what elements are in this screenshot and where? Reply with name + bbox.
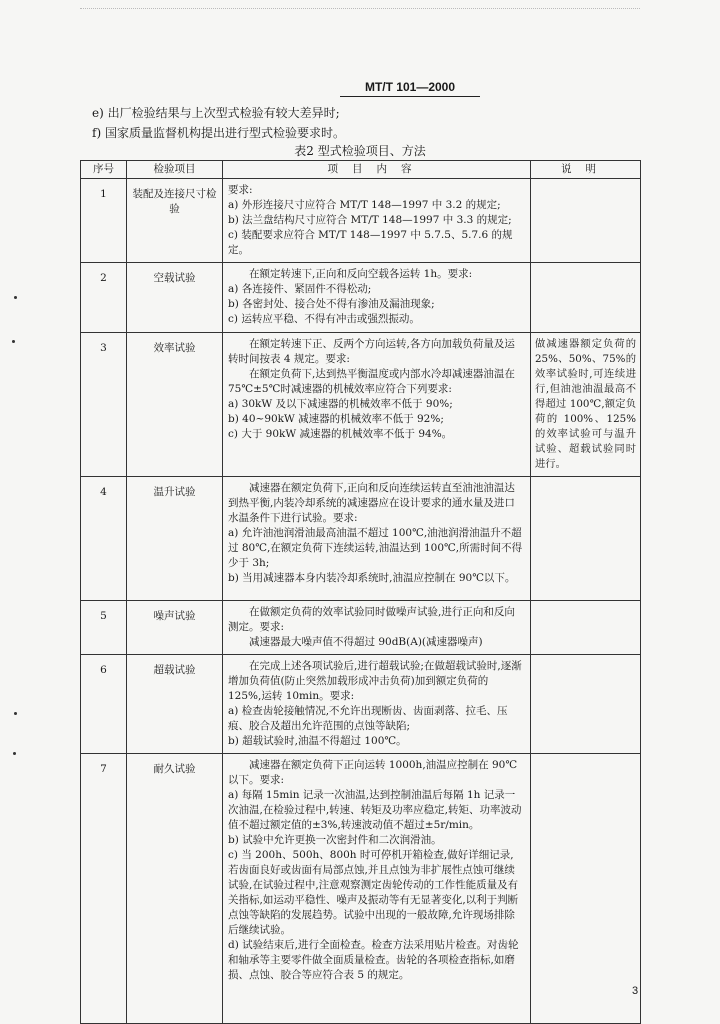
table-row — [81, 601, 641, 655]
item-note — [531, 655, 641, 754]
table-header-row — [81, 161, 641, 179]
row-number: 3 — [81, 333, 127, 477]
content-lead: 减速器在额定负荷下,正向和反向连续运转直至油池油温达到热平衡,内装冷却系统的减速器应在设计要求的通水量及进口水温条件下进行试验。要求: — [228, 482, 515, 524]
inspection-item: 噪声试验 — [127, 601, 223, 655]
item-content — [223, 263, 531, 333]
table-row — [81, 179, 641, 263]
inspection-item: 效率试验 — [127, 333, 223, 477]
scan-speck — [12, 340, 15, 343]
content-line: b) 试验中允许更换一次密封件和二次润滑油。 — [228, 834, 442, 846]
header-note — [531, 161, 641, 179]
content-lead: 在做额定负荷的效率试验同时做噪声试验,进行正向和反向测定。要求: — [228, 606, 515, 633]
table-row — [81, 754, 641, 1024]
item-content — [223, 754, 531, 1024]
content-line: d) 试验结束后,进行全面检查。检查方法采用贴片检查。对齿轮和轴承等主要零件做全面质量检查。齿轮的各项检查指标,如磨损、点蚀、胶合等应符合表 5 的规定。 — [228, 939, 519, 981]
row-number: 2 — [81, 263, 127, 333]
content-line: b) 超载试验时,油温不得超过 100℃。 — [228, 735, 407, 747]
standard-code-header: MT/T 101—2000 — [340, 80, 480, 97]
content-lead: 在完成上述各项试验后,进行超载试验;在做超载试验时,逐渐增加负荷值(防止突然加载形成冲击负荷)加到额定负荷的 125%,运转 10min。要求: — [228, 660, 522, 702]
inspection-item: 超载试验 — [127, 655, 223, 754]
content-line: b) 40~90kW 减速器的机械效率不低于 92%; — [228, 413, 444, 425]
content-lead-2: 在额定负荷下,达到热平衡温度或内部水冷却减速器油温在 75℃±5℃时减速器的机械效率应符合下列要求: — [228, 368, 515, 395]
header-no: 序号 — [81, 161, 127, 179]
inspection-item: 空载试验 — [127, 263, 223, 333]
content-line: b) 各密封处、接合处不得有渗油及漏油现象; — [228, 298, 435, 310]
header-item: 检验项目 — [127, 161, 223, 179]
scan-speck — [13, 752, 16, 755]
scan-speck — [14, 296, 17, 299]
inspection-item: 装配及连接尺寸检验 — [127, 179, 223, 263]
table-row — [81, 477, 641, 601]
content-line: c) 大于 90kW 减速器的机械效率不低于 94%。 — [228, 428, 453, 440]
item-content — [223, 333, 531, 477]
item-content — [223, 601, 531, 655]
item-note — [531, 179, 641, 263]
page-number: 3 — [632, 985, 639, 997]
content-line: a) 各连接件、紧固件不得松动; — [228, 283, 372, 295]
content-lead: 减速器在额定负荷下正向运转 1000h,油温应控制在 90℃以下。要求: — [228, 759, 518, 786]
scan-speck — [14, 712, 17, 715]
table-row — [81, 263, 641, 333]
content-line: a) 每隔 15min 记录一次油温,达到控制油温后每隔 1h 记录一次油温,在检验过程中,转速、转矩及功率应稳定,转矩、功率波动值不超过额定值的±3%,转速波动值不超过±5r/min。 — [228, 789, 522, 831]
content-line: b) 当用减速器本身内装冷却系统时,油温应控制在 90℃以下。 — [228, 572, 516, 584]
table-title: 表2 型式检验项目、方法 — [294, 144, 426, 158]
item-content — [223, 477, 531, 601]
content-line: c) 运转应平稳、不得有冲击或强烈振动。 — [228, 313, 420, 325]
header-content — [223, 161, 531, 179]
item-note — [531, 477, 641, 601]
content-line: c) 装配要求应符合 MT/T 148—1997 中 5.7.5、5.7.6 的规定。 — [228, 229, 513, 256]
inspection-item: 耐久试验 — [127, 754, 223, 1024]
content-lead: 要求: — [228, 184, 253, 196]
content-line: a) 允许油池润滑油最高油温不超过 100℃,油池润滑油温升不超过 80℃,在额定负荷下连续运转,油温达到 100℃,所需时间不得少于 3h; — [228, 527, 523, 569]
item-note — [531, 601, 641, 655]
intro-item-e: e) 出厂检验结果与上次型式检验有较大差异时; — [92, 106, 340, 120]
row-number: 1 — [81, 179, 127, 263]
item-content — [223, 655, 531, 754]
content-line: b) 法兰盘结构尺寸应符合 MT/T 148—1997 中 3.3 的规定; — [228, 214, 512, 226]
content-lead-2: 减速器最大噪声值不得超过 90dB(A)(减速器噪声) — [249, 636, 483, 648]
item-note — [531, 263, 641, 333]
content-line: a) 检查齿轮接触情况,不允许出现断齿、齿面剥落、拉毛、压痕、胶合及超出允许范围的点蚀等缺陷; — [228, 705, 508, 732]
scan-edge-line — [80, 8, 640, 9]
table-row — [81, 333, 641, 477]
row-number: 7 — [81, 754, 127, 1024]
intro-item-f: f) 国家质量监督机构提出进行型式检验要求时。 — [92, 126, 345, 140]
row-number: 5 — [81, 601, 127, 655]
content-lead: 在额定转速下,正向和反向空载各运转 1h。要求: — [249, 268, 473, 280]
content-line: c) 当 200h、500h、800h 时可停机开箱检查,做好详细记录,若齿面良好或齿面有局部点蚀,并且点蚀为非扩展性点蚀可继续试验,在试验过程中,注意观察测定齿轮传动的工作性能质量及有关指标,如运动平稳性、噪声及振动等有无显著变化,以利于判断点蚀等缺陷的发展趋势。试验中出现的一般故障,允许现场排除后继续试验。 — [228, 849, 519, 936]
header-content-label: 项目内容 — [327, 163, 426, 175]
inspection-table — [80, 160, 641, 1024]
row-number: 4 — [81, 477, 127, 601]
item-content — [223, 179, 531, 263]
content-line: a) 外形连接尺寸应符合 MT/T 148—1997 中 3.2 的规定; — [228, 199, 501, 211]
header-note-label: 说明 — [561, 163, 610, 175]
item-note — [531, 754, 641, 1024]
content-line: a) 30kW 及以下减速器的机械效率不低于 90%; — [228, 398, 453, 410]
row-number: 6 — [81, 655, 127, 754]
inspection-item: 温升试验 — [127, 477, 223, 601]
item-note: 做减速器额定负荷的 25%、50%、75%的效率试验时,可连续进行,但油池油温最高不得超过 100℃,额定负荷的 100%、125%的效率试验可与温升试验、超载试验同时进行。 — [531, 333, 641, 477]
table-row — [81, 655, 641, 754]
content-lead: 在额定转速下正、反两个方向运转,各方向加载负荷量及运转时间按表 4 规定。要求: — [228, 338, 515, 365]
